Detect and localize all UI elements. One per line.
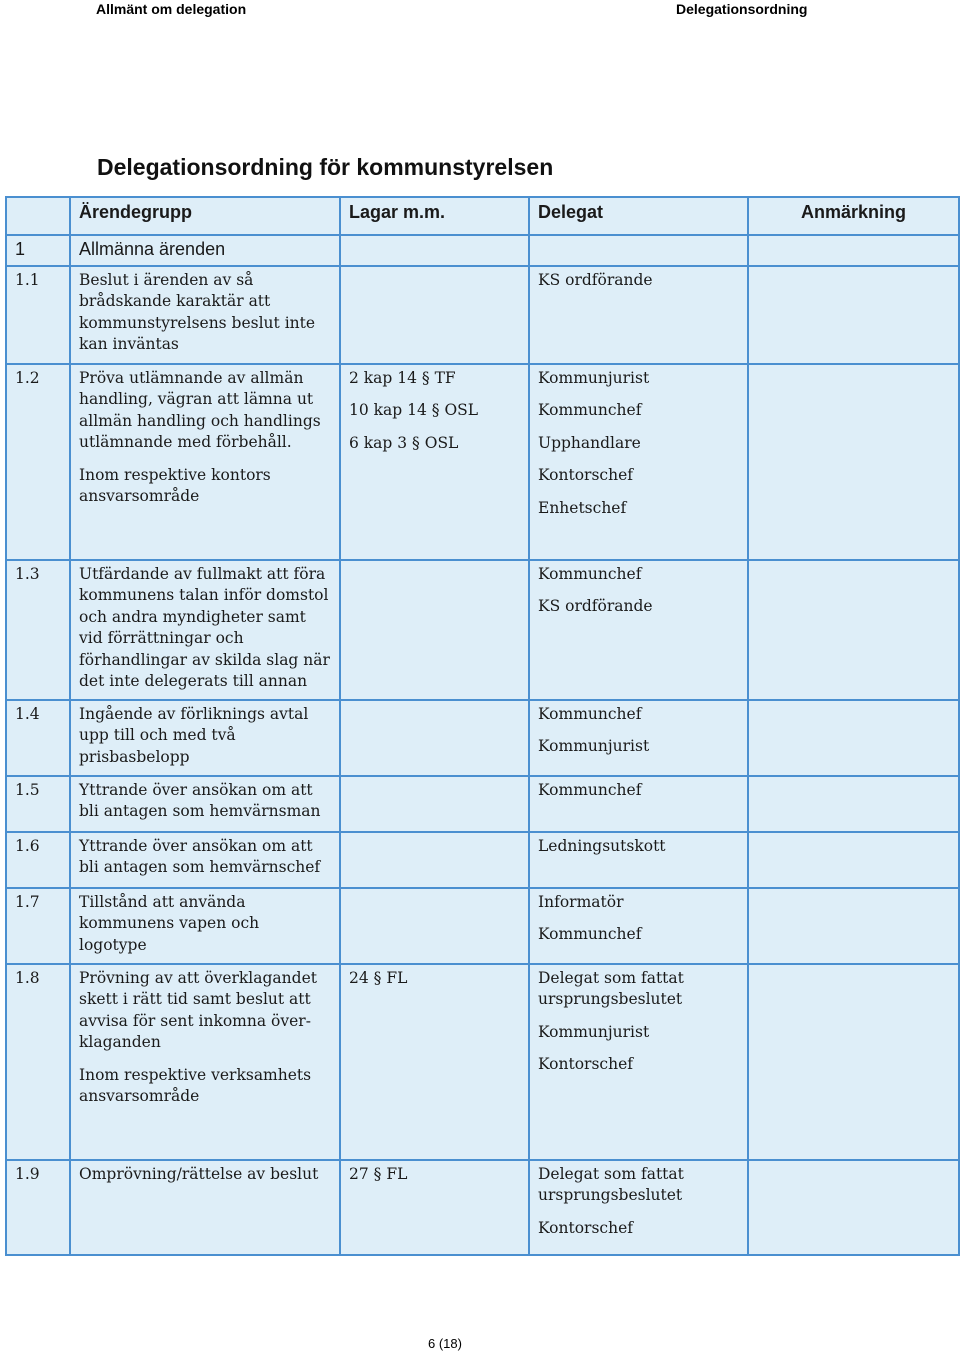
- description-text: Beslut i ärenden av så brådskande karaktär att kommunstyrelsens beslut inte kan inväntas: [79, 270, 316, 353]
- table-row: [6, 964, 959, 1160]
- delegate-name: KS ordförande: [538, 270, 653, 289]
- row-description: [70, 560, 340, 700]
- row-description: [70, 964, 340, 1160]
- document-title: Delegationsordning för kommunstyrelsen: [97, 154, 554, 180]
- delegate-name: Kontorschef: [538, 1218, 633, 1237]
- header-delegate: Delegat: [529, 197, 748, 235]
- description-text: Inom respektive verksamhets ansvarsområde: [79, 1065, 312, 1105]
- row-number: 1.9: [6, 1160, 70, 1256]
- row-law: [340, 964, 529, 1160]
- section-number: 1: [6, 235, 70, 266]
- row-delegates: [529, 832, 748, 888]
- description-text: Utfärdande av fullmakt att föra kommunens talan inför domstol och andra myndigheter samt vid förrättningar och förhandlingar av skilda slag när det inte delegerats till annan: [79, 564, 330, 690]
- delegate-name: Kommunchef: [538, 564, 642, 583]
- table-row: [6, 776, 959, 832]
- table-row: [6, 888, 959, 964]
- row-law: [340, 776, 529, 832]
- row-description: [70, 776, 340, 832]
- row-remark: [748, 700, 959, 776]
- row-delegates: [529, 776, 748, 832]
- row-delegates: [529, 888, 748, 964]
- row-description: [70, 700, 340, 776]
- row-number: 1.6: [6, 832, 70, 888]
- row-remark: [748, 888, 959, 964]
- row-law: [340, 364, 529, 560]
- section-delegate: [529, 235, 748, 266]
- row-delegates: [529, 1160, 748, 1256]
- delegate-name: Kontorschef: [538, 1055, 633, 1073]
- row-law: [340, 266, 529, 364]
- row-law: [340, 832, 529, 888]
- delegate-name: Ledningsutskott: [538, 836, 666, 855]
- section-row: [6, 235, 959, 266]
- row-remark: [748, 776, 959, 832]
- row-number: 1.7: [6, 888, 70, 964]
- description-text: Tillstånd att använda kommunens vapen och logotype: [79, 892, 260, 954]
- row-delegates: [529, 964, 748, 1160]
- row-number: 1.2: [6, 364, 70, 560]
- description-text: Yttrande över ansökan om att bli antagen som hemvärnschef: [79, 836, 321, 876]
- header-group: Ärendegrupp: [70, 197, 340, 235]
- row-law: [340, 888, 529, 964]
- delegate-name: Kontorschef: [538, 466, 633, 484]
- delegate-name: Delegat som fattat ursprungsbeslutet: [538, 1164, 684, 1204]
- law-reference: 6 kap 3 § OSL: [349, 433, 459, 452]
- header-law: Lagar m.m.: [340, 197, 529, 235]
- row-remark: [748, 266, 959, 364]
- row-delegates: [529, 700, 748, 776]
- delegate-name: Kommunchef: [538, 704, 642, 723]
- delegate-name: Kommunchef: [538, 925, 642, 943]
- description-text: Inom respektive kontors ansvarsområde: [79, 465, 271, 505]
- description-text: Pröva utlämnande av allmän handling, vägran att lämna ut allmän handling och handlings utlämnande med förbehåll.: [79, 368, 321, 451]
- row-law: [340, 560, 529, 700]
- row-remark: [748, 832, 959, 888]
- row-number: 1.8: [6, 964, 70, 1160]
- section-title: Allmänna ärenden: [70, 235, 340, 266]
- section-remark: [748, 235, 959, 266]
- delegate-name: Kommunjurist: [538, 1022, 650, 1041]
- row-remark: [748, 560, 959, 700]
- delegate-name: Enhetschef: [538, 498, 627, 517]
- row-description: [70, 364, 340, 560]
- delegate-name: Informatör: [538, 892, 624, 911]
- row-delegates: [529, 266, 748, 364]
- running-header-left: Allmänt om delegation: [96, 1, 247, 17]
- law-reference: 24 § FL: [349, 968, 408, 987]
- section-law: [340, 235, 529, 266]
- law-reference: 27 § FL: [349, 1164, 408, 1183]
- header-num: [6, 197, 70, 235]
- delegate-name: Kommunchef: [538, 401, 642, 419]
- row-number: 1.5: [6, 776, 70, 832]
- table-row: [6, 266, 959, 364]
- row-number: 1.4: [6, 700, 70, 776]
- delegate-name: Upphandlare: [538, 433, 641, 452]
- row-remark: [748, 364, 959, 560]
- table-row: [6, 700, 959, 776]
- delegate-name: Kommunjurist: [538, 737, 650, 755]
- law-reference: 10 kap 14 § OSL: [349, 401, 479, 419]
- row-description: [70, 832, 340, 888]
- row-number: 1.1: [6, 266, 70, 364]
- row-remark: [748, 1160, 959, 1256]
- row-remark: [748, 964, 959, 1160]
- row-law: [340, 700, 529, 776]
- row-description: [70, 266, 340, 364]
- delegate-name: Kommunchef: [538, 780, 642, 799]
- table-row: [6, 560, 959, 700]
- description-text: Prövning av att överklagandet skett i rätt tid samt beslut att avvisa för sent inkomna över-klaganden: [79, 968, 317, 1051]
- row-description: [70, 888, 340, 964]
- law-reference: 2 kap 14 § TF: [349, 368, 456, 387]
- row-description: [70, 1160, 340, 1256]
- delegate-name: KS ordförande: [538, 597, 653, 615]
- description-text: Yttrande över ansökan om att bli antagen som hemvärnsman: [79, 780, 321, 820]
- row-delegates: [529, 364, 748, 560]
- delegation-table: [5, 196, 960, 1256]
- description-text: Omprövning/rättelse av beslut: [79, 1164, 319, 1183]
- row-law: [340, 1160, 529, 1256]
- table-row: [6, 1160, 959, 1256]
- delegate-name: Kommunjurist: [538, 368, 650, 387]
- table-header-row: [6, 197, 959, 235]
- running-header-right: Delegationsordning: [676, 1, 808, 17]
- table-row: [6, 364, 959, 560]
- row-number: 1.3: [6, 560, 70, 700]
- header-remark: Anmärkning: [748, 197, 959, 235]
- page-number: 6 (18): [428, 1336, 462, 1351]
- table-row: [6, 832, 959, 888]
- description-text: Ingående av förliknings avtal upp till och med två prisbasbelopp: [79, 704, 309, 766]
- delegate-name: Delegat som fattat ursprungsbeslutet: [538, 968, 684, 1008]
- row-delegates: [529, 560, 748, 700]
